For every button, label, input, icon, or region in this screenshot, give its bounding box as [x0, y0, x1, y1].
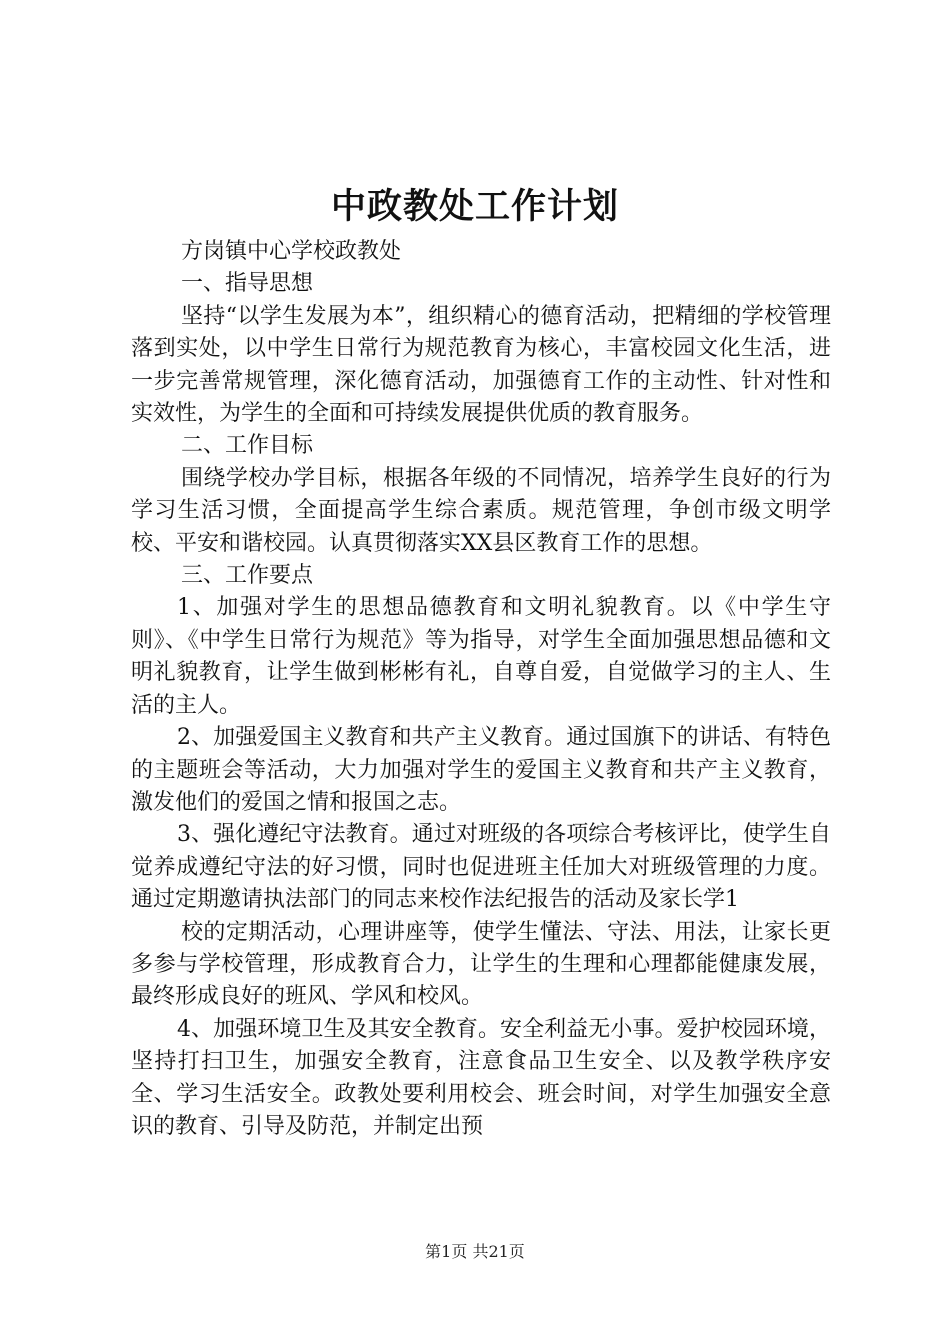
paragraph-point-3-continued: 校的定期活动，心理讲座等，使学生懂法、守法、用法，让家长更多参与学校管理，形成教育合力，让学生的生理和心理都能健康发展，最终形成良好的班风、学风和校风。 [131, 919, 831, 1010]
section-heading-work-goals: 二、工作目标 [181, 433, 314, 459]
paragraph-point-1: 1、加强对学生的思想品德教育和文明礼貌教育。以《中学生守则》、《中学生日常行为规范》等为指导，对学生全面加强思想品德和文明礼貌教育，让学生做到彬彬有礼，自尊自爱，自觉做学习的主人、生活的主人。 [131, 595, 831, 718]
document-body [131, 236, 831, 1143]
paragraph-point-4: 4、加强环境卫生及其安全教育。安全利益无小事。爱护校园环境，坚持打扫卫生，加强安全教育，注意食品卫生安全、以及教学秩序安全、学习生活安全。政教处要利用校会、班会时间，对学生加强安全意识的教育、引导及防范，并制定出预 [131, 1016, 831, 1139]
paragraph-guiding-thought: 坚持“以学生发展为本”，组织精心的德育活动，把精细的学校管理落到实处，以中学生日常行为规范教育为核心，丰富校园文化生活，进一步完善常规管理，深化德育活动，加强德育工作的主动性、针对性和实效性，为学生的全面和可持续发展提供优质的教育服务。 [131, 303, 831, 427]
section-heading-guiding-thought: 一、指导思想 [181, 271, 314, 297]
paragraph-point-3: 3、强化遵纪守法教育。通过对班级的各项综合考核评比，使学生自觉养成遵纪守法的好习惯，同时也促进班主任加大对班级管理的力度。通过定期邀请执法部门的同志来校作法纪报告的活动及家长学1 [131, 822, 831, 913]
paragraph-work-goals: 围绕学校办学目标，根据各年级的不同情况，培养学生良好的行为学习生活习惯，全面提高学生综合素质。规范管理，争创市级文明学校、平安和谐校园。认真贯彻落实XX县区教育工作的思想。 [131, 465, 831, 556]
page-title: 中政教处工作计划 [330, 186, 619, 227]
paragraph-author: 方岗镇中心学校政教处 [181, 239, 402, 264]
section-heading-work-points: 三、工作要点 [181, 563, 314, 589]
paragraph-point-2: 2、加强爱国主义教育和共产主义教育。通过国旗下的讲话、有特色的主题班会等活动，大力加强对学生的爱国主义教育和共产主义教育，激发他们的爱国之情和报国之志。 [131, 725, 831, 815]
page-footer: 第1页 共21页 [425, 1242, 525, 1261]
